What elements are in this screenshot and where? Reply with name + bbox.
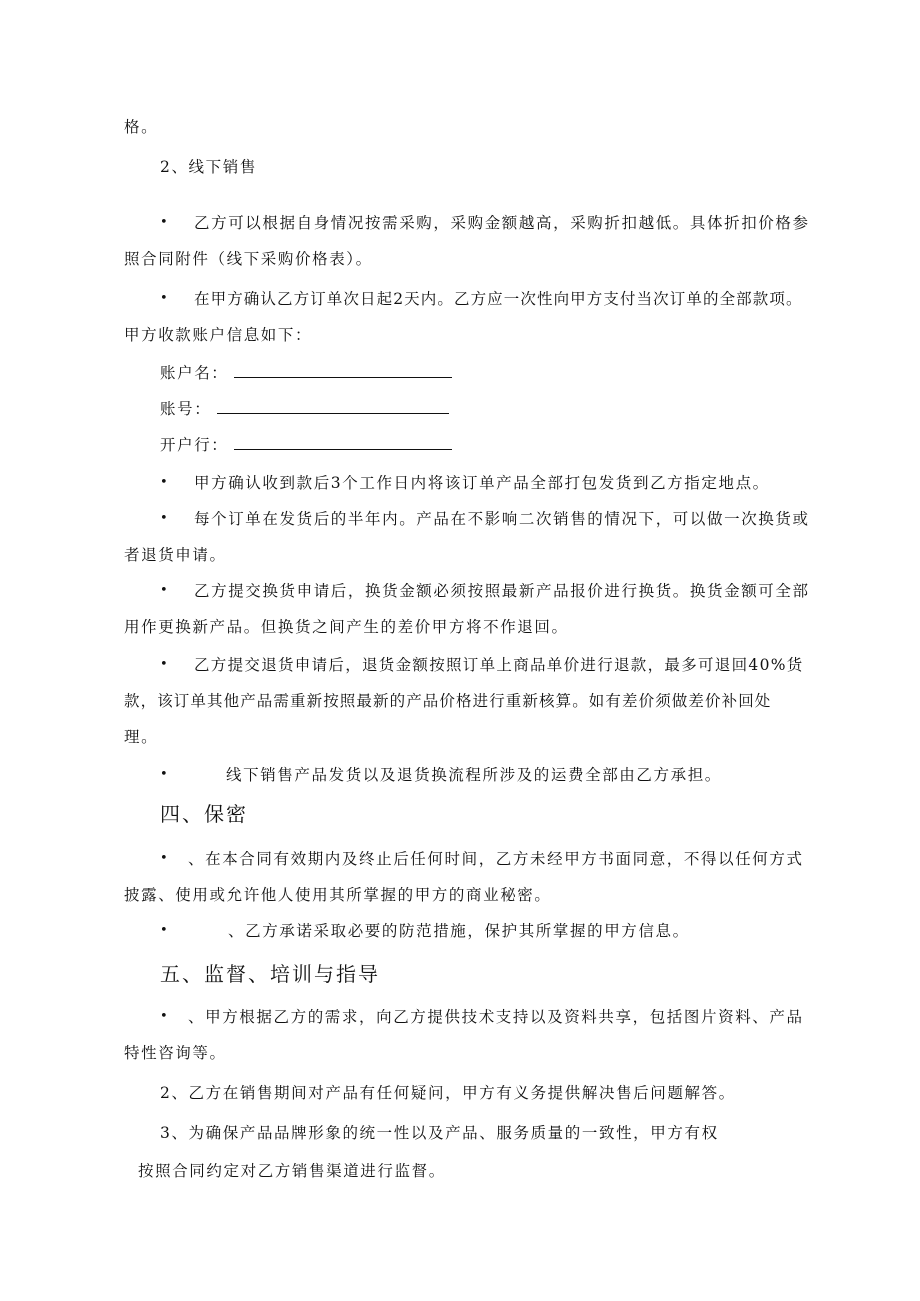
account-name-label: 账户名： [160, 364, 229, 382]
account-number-label: 账号： [160, 400, 212, 418]
account-number-field [160, 398, 449, 420]
text-line: 乙方提交退货申请后，退货金额按照订单上商品单价进行退款，最多可退回40%货 [194, 656, 804, 674]
text-line: 乙方可以根据自身情况按需采购，采购金额越高，采购折扣越低。具体折扣价格参 [194, 214, 810, 232]
section-heading: 四、保密 [160, 802, 248, 826]
text-line: 款，该订单其他产品需重新按照最新的产品价格进行重新核算。如有差价须做差价补回处 [124, 692, 772, 710]
text-line: 线下销售产品发货以及退货换流程所涉及的运费全部由乙方承担。 [226, 766, 722, 784]
text-line: 、甲方根据乙方的需求，向乙方提供技术支持以及资料共享，包括图片资料、产品 [188, 1008, 804, 1026]
text-line: 照合同附件（线下采购价格表）。 [124, 250, 373, 268]
text-line: 每个订单在发货后的半年内。产品在不影响二次销售的情况下，可以做一次换货或 [194, 510, 810, 528]
account-number-blank [217, 399, 449, 414]
text-line: 在甲方确认乙方订单次日起2天内。乙方应一次性向甲方支付当次订单的全部款项。 [194, 290, 803, 308]
bullet-icon: • [160, 851, 168, 866]
text-line: 用作更换新产品。但换货之间产生的差价甲方将不作退回。 [124, 618, 569, 636]
bank-label: 开户行： [160, 436, 229, 454]
account-name-field [160, 362, 452, 384]
bullet-icon: • [160, 923, 168, 938]
bullet-icon: • [160, 511, 168, 526]
bullet-icon: • [160, 475, 168, 490]
text-line: 、乙方承诺采取必要的防范措施，保护其所掌握的甲方信息。 [228, 922, 690, 940]
bank-blank [234, 435, 452, 450]
bullet-icon: • [160, 583, 168, 598]
text-line: 者退货申请。 [124, 546, 227, 564]
text-line: 特性咨询等。 [124, 1044, 227, 1062]
text-line: 理。 [124, 728, 159, 746]
text-line: 按照合同约定对乙方销售渠道进行监督。 [138, 1162, 446, 1180]
bullet-icon: • [160, 1009, 168, 1024]
text-line: 格。 [124, 118, 159, 136]
text-line: 乙方提交换货申请后，换货金额必须按照最新产品报价进行换货。换货金额可全部 [194, 582, 810, 600]
account-name-blank [234, 363, 452, 378]
text-line: 甲方确认收到款后3个工作日内将该订单产品全部打包发货到乙方指定地点。 [194, 474, 770, 492]
text-line: 3、为确保产品品牌形象的统一性以及产品、服务质量的一致性，甲方有权 [160, 1124, 719, 1142]
bank-field [160, 434, 452, 456]
text-line: 、在本合同有效期内及终止后任何时间，乙方未经甲方书面同意，不得以任何方式 [188, 850, 804, 868]
bullet-icon: • [160, 767, 168, 782]
bullet-icon: • [160, 215, 168, 230]
subsection-heading: 2、线下销售 [160, 158, 257, 176]
text-line: 披露、使用或允许他人使用其所掌握的甲方的商业秘密。 [124, 886, 552, 904]
text-line: 甲方收款账户信息如下： [124, 326, 313, 344]
text-line: 2、乙方在销售期间对产品有任何疑问，甲方有义务提供解决售后问题解答。 [160, 1084, 736, 1102]
bullet-icon: • [160, 291, 168, 306]
section-heading: 五、监督、培训与指导 [160, 962, 380, 986]
bullet-icon: • [160, 657, 168, 672]
